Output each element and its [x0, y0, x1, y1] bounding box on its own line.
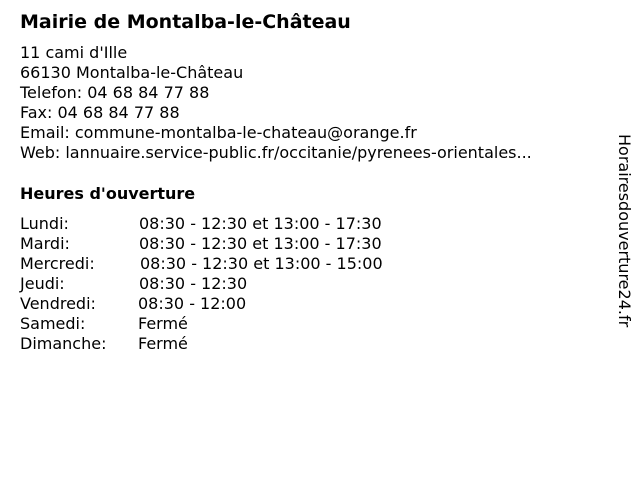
day-label: Mardi: — [20, 234, 70, 253]
time-value: 08:30 - 12:30 et 13:00 - 17:30 — [139, 214, 382, 233]
time-value: 08:30 - 12:30 et 13:00 - 15:00 — [140, 254, 383, 273]
email-address: Email: commune-montalba-le-chateau@orange.fr — [20, 123, 417, 142]
opening-hours-heading: Heures d'ouverture — [20, 184, 196, 203]
day-label: Lundi: — [20, 214, 69, 233]
time-value: Fermé — [138, 314, 188, 333]
site-watermark: Horairesdouverture24.fr — [615, 134, 634, 328]
city-address: 66130 Montalba-le-Château — [20, 63, 244, 82]
website: Web: lannuaire.service-public.fr/occitanie/pyrenees-orientales... — [20, 143, 532, 162]
time-value: 08:30 - 12:30 — [139, 274, 248, 293]
day-label: Samedi: — [20, 314, 86, 333]
street-address: 11 cami d'Ille — [20, 43, 128, 62]
day-label: Mercredi: — [20, 254, 95, 273]
fax-number: Fax: 04 68 84 77 88 — [20, 103, 180, 122]
day-label: Jeudi: — [20, 274, 65, 293]
day-label: Vendredi: — [20, 294, 96, 313]
time-value: 08:30 - 12:00 — [138, 294, 247, 313]
day-label: Dimanche: — [20, 334, 107, 353]
page-title: Mairie de Montalba-le-Château — [20, 11, 351, 33]
time-value: Fermé — [138, 334, 188, 353]
phone-number: Telefon: 04 68 84 77 88 — [20, 83, 210, 102]
time-value: 08:30 - 12:30 et 13:00 - 17:30 — [139, 234, 382, 253]
contact-info — [20, 43, 532, 163]
